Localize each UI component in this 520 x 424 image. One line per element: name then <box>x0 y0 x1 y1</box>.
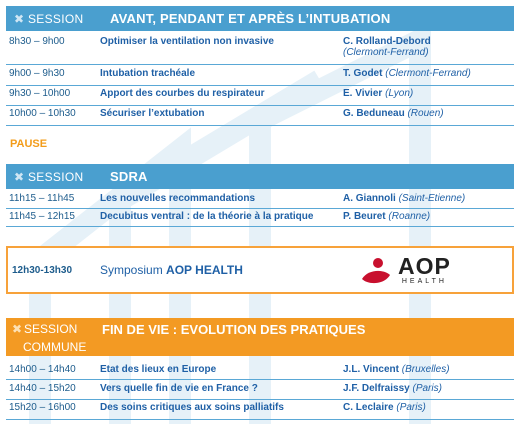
row-speaker <box>343 36 514 58</box>
program-row <box>6 362 514 380</box>
speaker-place: (Clermont-Ferrand) <box>385 68 471 79</box>
row-talk: Decubitus ventral : de la théorie à la pratique <box>100 211 314 222</box>
session-title: SDRA <box>110 169 148 184</box>
speaker-name: A. Giannoli <box>343 193 396 204</box>
program-row <box>6 106 514 126</box>
speaker-name: G. Beduneau <box>343 108 405 119</box>
row-talk: Les nouvelles recommandations <box>100 193 256 204</box>
symposium-prefix: Symposium <box>100 263 163 277</box>
cross-star-icon: ✖ <box>12 322 23 336</box>
logo-subtext: HEALTH <box>401 277 447 285</box>
speaker-place: (Rouen) <box>407 108 444 119</box>
session-label: SESSION <box>28 11 84 26</box>
row-talk: Sécuriser l’extubation <box>100 108 205 119</box>
pause-label: PAUSE <box>10 138 48 150</box>
row-time: 9h30 – 10h00 <box>9 88 71 99</box>
session-header-sdra <box>6 164 514 189</box>
symposium-block <box>6 246 514 294</box>
program-row <box>6 400 514 420</box>
speaker-name: J.F. Delfraissy <box>343 383 410 394</box>
session-label-common: COMMUNE <box>23 340 87 354</box>
row-time: 10h00 – 10h30 <box>9 108 76 119</box>
row-talk: Apport des courbes du respirateur <box>100 88 265 99</box>
program-row <box>6 209 514 227</box>
session-label: SESSION <box>24 322 78 336</box>
row-speaker <box>343 88 514 99</box>
speaker-name: C. Rolland-Debord <box>343 36 431 47</box>
row-time: 14h40 – 15h20 <box>9 383 76 394</box>
row-time: 14h00 – 14h40 <box>9 364 76 375</box>
speaker-place: (Clermont-Ferrand) <box>343 47 429 58</box>
cross-star-icon: ✖ <box>13 11 25 26</box>
session-title: AVANT, PENDANT ET APRÈS L’INTUBATION <box>110 11 391 26</box>
speaker-place: (Lyon) <box>385 88 414 99</box>
session-header-intubation <box>6 6 514 31</box>
row-time: 15h20 – 16h00 <box>9 402 76 413</box>
speaker-name: J.L. Vincent <box>343 364 399 375</box>
row-speaker <box>343 383 514 394</box>
session-label: SESSION <box>28 169 84 184</box>
row-speaker <box>343 108 514 119</box>
program-row <box>6 86 514 106</box>
session-title: FIN DE VIE : EVOLUTION DES PRATIQUES <box>102 322 366 337</box>
row-speaker <box>343 402 514 413</box>
program-row <box>6 66 514 86</box>
symposium-sponsor: AOP HEALTH <box>166 263 243 277</box>
cross-star-icon: ✖ <box>13 169 25 184</box>
aop-health-logo <box>358 253 451 287</box>
row-time: 11h15 – 11h45 <box>9 193 75 204</box>
row-talk: Intubation trachéale <box>100 68 196 79</box>
speaker-place: (Paris) <box>396 402 426 413</box>
row-talk: Optimiser la ventilation non invasive <box>100 36 274 47</box>
speaker-name: E. Vivier <box>343 88 383 99</box>
speaker-name: C. Leclaire <box>343 402 394 413</box>
row-speaker <box>343 68 514 79</box>
speaker-place: (Bruxelles) <box>401 364 450 375</box>
aop-drop-icon <box>358 253 394 287</box>
speaker-place: (Roanne) <box>388 211 431 222</box>
row-speaker <box>343 364 514 375</box>
symposium-title <box>100 263 358 277</box>
speaker-place: (Saint-Etienne) <box>398 193 466 204</box>
row-talk: Etat des lieux en Europe <box>100 364 217 375</box>
speaker-name: T. Godet <box>343 68 383 79</box>
row-speaker <box>343 211 514 222</box>
row-time: 11h45 – 12h15 <box>9 211 75 222</box>
row-time: 8h30 – 9h00 <box>9 36 65 47</box>
session-header-fin-de-vie <box>6 318 514 356</box>
row-speaker <box>343 193 514 204</box>
speaker-place: (Paris) <box>412 383 442 394</box>
program-row <box>6 35 514 65</box>
program-row <box>6 191 514 209</box>
logo-text: AOP <box>398 252 451 279</box>
symposium-time: 12h30-13h30 <box>12 264 73 276</box>
row-time: 9h00 – 9h30 <box>9 68 65 79</box>
program-row <box>6 381 514 400</box>
speaker-name: P. Beuret <box>343 211 386 222</box>
row-talk: Des soins critiques aux soins palliatifs <box>100 402 284 413</box>
row-talk: Vers quelle fin de vie en France ? <box>100 383 258 394</box>
